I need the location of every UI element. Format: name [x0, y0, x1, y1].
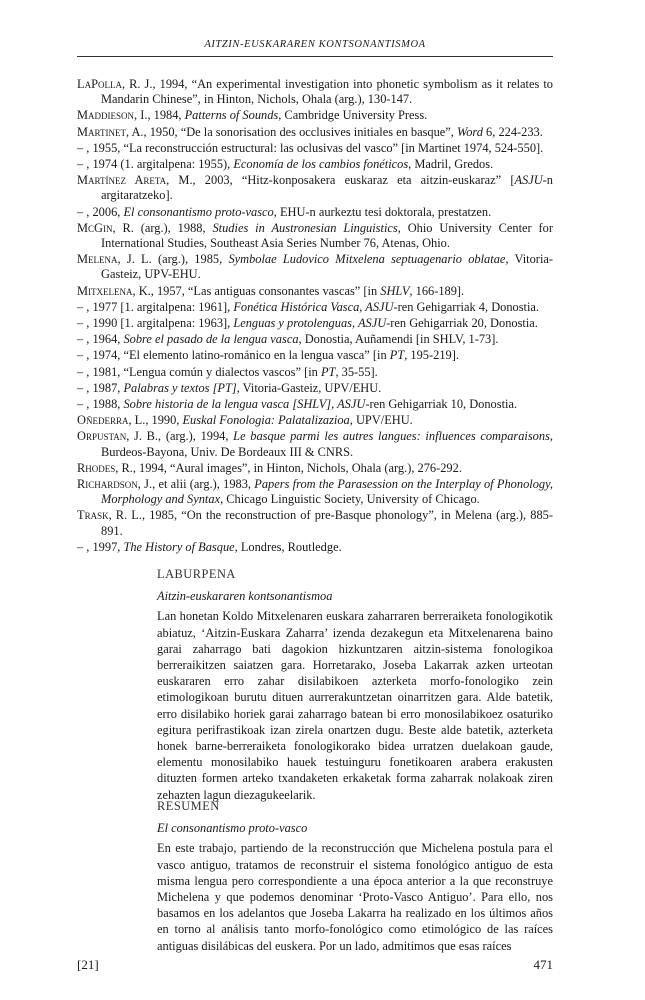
reference-entry	[77, 413, 553, 428]
reference-author: Oñederra, L.	[77, 413, 146, 428]
resumen-heading: RESUMEN	[157, 799, 220, 813]
reference-title: Papers from the Parasession on the Interplay of Phonology, Morphology and Syntax	[101, 477, 554, 507]
reference-text: , Chicago Linguistic Society, University of Chicago.	[220, 492, 480, 507]
reference-entry	[77, 381, 553, 396]
reference-entry	[77, 540, 553, 555]
reference-entry	[77, 205, 553, 220]
reference-author: Trask, R. L.	[77, 508, 142, 523]
reference-entry	[77, 348, 553, 363]
reference-entry	[77, 125, 553, 140]
reference-entry	[77, 508, 553, 538]
reference-text: -ren Gehigarriak 4, Donostia.	[393, 299, 540, 314]
reference-text: – , 1974, “El elemento latino-románico en la lengua vasca” [in	[77, 348, 390, 363]
reference-entry	[77, 108, 553, 123]
reference-text: , 1990,	[145, 413, 183, 428]
reference-text: , 1957, “Las antiguas consonantes vascas” [in	[150, 283, 381, 298]
reference-text: , Vitoria-Gasteiz, UPV/EHU.	[236, 380, 382, 395]
reference-text: , 166-189].	[409, 283, 465, 298]
reference-entry	[77, 173, 553, 203]
reference-title: Word	[457, 124, 483, 139]
header-rule	[77, 56, 553, 57]
reference-text: – , 1955, “La reconstrucción estructural: las oclusivas del vasco” [in Martinet 1974, 524-550].	[77, 140, 544, 155]
reference-entry	[77, 397, 553, 412]
reference-title: El consonantismo proto-vasco	[123, 204, 274, 219]
resumen-title: El consonantismo proto-vasco	[157, 821, 308, 836]
reference-text: , 1984,	[147, 108, 185, 123]
running-header: AITZIN-EUSKARAREN KONTSONANTISMOA	[204, 39, 426, 50]
reference-title: Le basque parmi les autres langues: influences comparaisons	[233, 429, 550, 444]
reference-entry	[77, 332, 553, 347]
reference-author: Richardson, J.	[77, 477, 153, 492]
reference-text: , 1994, “Aural images”, in Hinton, Nichols, Ohala (arg.), 276-292.	[132, 460, 462, 475]
reference-text: – , 1988,	[77, 397, 124, 412]
reference-text: , Donostia, Auñamendi [in SHLV, 1-73].	[298, 332, 499, 347]
reference-text: – , 1990 [1. argitalpena: 1963],	[77, 316, 234, 331]
reference-title: Euskal Fonologia: Palatalizazioa	[182, 413, 350, 428]
reference-text: – , 1964,	[77, 332, 124, 347]
reference-text: , (arg.), 1994,	[158, 429, 234, 444]
reference-text: , Cambridge University Press.	[278, 108, 428, 123]
reference-text: , 1994, “An experimental investigation into phonetic symbolism as it relates to Mandarin Chinese”, in Hinton, Nichols, Ohala (arg.), 130-147.	[101, 77, 553, 107]
reference-title: Palabras y textos [PT]	[123, 380, 237, 395]
reference-title: PT	[389, 348, 405, 363]
reference-text: , et alii (arg.), 1983,	[152, 477, 255, 492]
reference-text: , Londres, Routledge.	[234, 539, 342, 554]
laburpena-section	[157, 566, 553, 803]
reference-text: -ren Gehigarriak 20, Donostia.	[386, 316, 538, 331]
reference-text: , Burdeos-Bayona, Univ. De Bordeaux III & CNRS.	[101, 429, 554, 459]
reference-author: Orpustan, J. B.	[77, 429, 159, 444]
reference-entry	[77, 300, 553, 315]
reference-title: SHLV	[380, 283, 410, 298]
reference-title: Patterns of Sounds	[184, 108, 279, 123]
reference-text: , 35-55].	[335, 364, 378, 379]
reference-author: Mitxelena, K.	[77, 283, 151, 298]
reference-entry	[77, 157, 553, 172]
reference-text: , EHU-n aurkeztu tesi doktorala, prestatzen.	[273, 204, 492, 219]
reference-entry	[77, 477, 553, 507]
reference-text: -ren Gehigarriak 10, Donostia.	[365, 397, 518, 412]
reference-entry	[77, 365, 553, 380]
reference-entry	[77, 429, 553, 459]
reference-text: 6, 224-233.	[482, 124, 543, 139]
reference-entry	[77, 284, 553, 299]
reference-author: Martinet, A.	[77, 124, 144, 139]
reference-entry	[77, 461, 553, 476]
reference-text: – , 1977 [1. argitalpena: 1961],	[77, 299, 234, 314]
reference-title: Fonética Histórica Vasca, ASJU	[233, 299, 394, 314]
reference-text: , 1985, “On the reconstruction of pre-Basque phonology”, in Melena (arg.), 885-891.	[101, 508, 553, 538]
laburpena-title: Aitzin-euskararen kontsonantismoa	[157, 589, 333, 604]
reference-text: , 2003, “Hitz-konposakera euskaraz eta aitzin-euskaraz” [	[192, 173, 515, 188]
laburpena-body: Lan honetan Koldo Mitxelenaren euskara zaharraren berreraiketa fonologikotik abiatuz, ‘Aitzin-Euskara Zaharra’ izenda dezakegun eta Mitxelenarena baino garai zaharrago bati dagokion hizkuntzaren aitzin-sistema fonologikoa berreraikitzen saiatzen gara. Horretarako, Joseba Lakarrak azken urteotan euskararen erro zahar disilabikoen azterketa morfo-fonologiko zein etimologikoan burutu dituen aurrerakuntzetan oinarritzen gara. Alde batetik, erro disilabiko horiek garai zaharrago batean bi erro monosilabikoez osaturiko egitura perifrastikoak izan zirela onartzen dugu. Beste alde batetik, azterketa honek barne-berreraiketa fonologikorako bidea urratzen duelakoan gaude, elementu monosilabiko hauek testuinguru fonetikoaren arabera erakusten dituzten formen arteko txandaketen erkaketak forma zaharrak nolakoak ziren zehazten lagun diezagukeelarik.	[157, 609, 553, 802]
reference-title: Sobre el pasado de la lengua vasca	[123, 332, 299, 347]
reference-text: , UPV/EHU.	[349, 413, 413, 428]
references-list	[77, 77, 553, 556]
reference-text: – , 2006,	[77, 204, 124, 219]
reference-title: ASJU	[514, 173, 543, 188]
reference-text: – , 1987,	[77, 380, 124, 395]
reference-text: (arg.), 1988,	[133, 220, 213, 235]
reference-author: Melena, J. L.	[77, 252, 152, 267]
footer-section-number: [21]	[77, 957, 99, 972]
reference-text: -n argitaratzeko].	[101, 173, 553, 203]
reference-text: (arg.), 1985,	[151, 252, 229, 267]
reference-title: Symbolae Ludovico Mitxelena septuagenario oblatae	[228, 252, 506, 267]
reference-entry	[77, 252, 553, 282]
reference-title: Studies in Austronesian Linguistics	[212, 220, 398, 235]
resumen-section	[157, 798, 553, 954]
reference-entry	[77, 316, 553, 331]
reference-title: The History of Basque	[123, 539, 235, 554]
reference-title: Economía de los cambios fonéticos	[233, 157, 409, 172]
reference-entry	[77, 221, 553, 251]
reference-text: , 1950, “De la sonorisation des occlusives initiales en basque”,	[143, 124, 458, 139]
reference-text: – , 1981, “Lengua común y dialectos vascos” [in	[77, 364, 321, 379]
laburpena-heading: LABURPENA	[157, 567, 236, 581]
reference-text: , 195-219].	[404, 348, 459, 363]
reference-author: Martínez Areta, M.	[77, 173, 193, 188]
resumen-body: En este trabajo, partiendo de la reconstrucción que Michelena postula para el vasco antiguo, tratamos de reconstruir el sistema fonológico antiguo de esta misma lengua pero correspondiente a una época anterior a la que reconstruye Michelena y que podemos denominar ‘Proto-Vasco Antiguo’. Para ello, nos basamos en los adelantos que Joseba Lakarra ha realizado en los últimos años en torno al análisis tanto morfo-fonológico como etimológico de las raíces antiguas disilábicas del euskera. Por un lado, admitimos que esas raíces	[157, 841, 553, 953]
reference-text: , Ohio University Center for International Studies, Southeast Asia Series Number 76, Atenas, Ohio.	[101, 220, 553, 251]
reference-entry	[77, 141, 553, 156]
reference-title: Lenguas y protolenguas, ASJU	[233, 316, 387, 331]
reference-author: Rhodes, R.	[77, 460, 133, 475]
reference-text: , Madril, Gredos.	[408, 157, 494, 172]
reference-author: LaPolla, R. J.	[77, 77, 153, 91]
reference-text: – , 1974 (1. argitalpena: 1955),	[77, 157, 234, 172]
reference-text: , Vitoria-Gasteiz, UPV-EHU.	[101, 252, 554, 282]
reference-entry	[77, 77, 553, 107]
reference-author: Maddieson, I.	[77, 108, 148, 123]
reference-text: – , 1997,	[77, 539, 124, 554]
reference-author: McGin, R.	[77, 220, 134, 235]
reference-title: Sobre historia de la lengua vasca [SHLV], ASJU	[123, 397, 366, 412]
page-number: 471	[533, 957, 553, 972]
reference-title: PT	[320, 364, 336, 379]
